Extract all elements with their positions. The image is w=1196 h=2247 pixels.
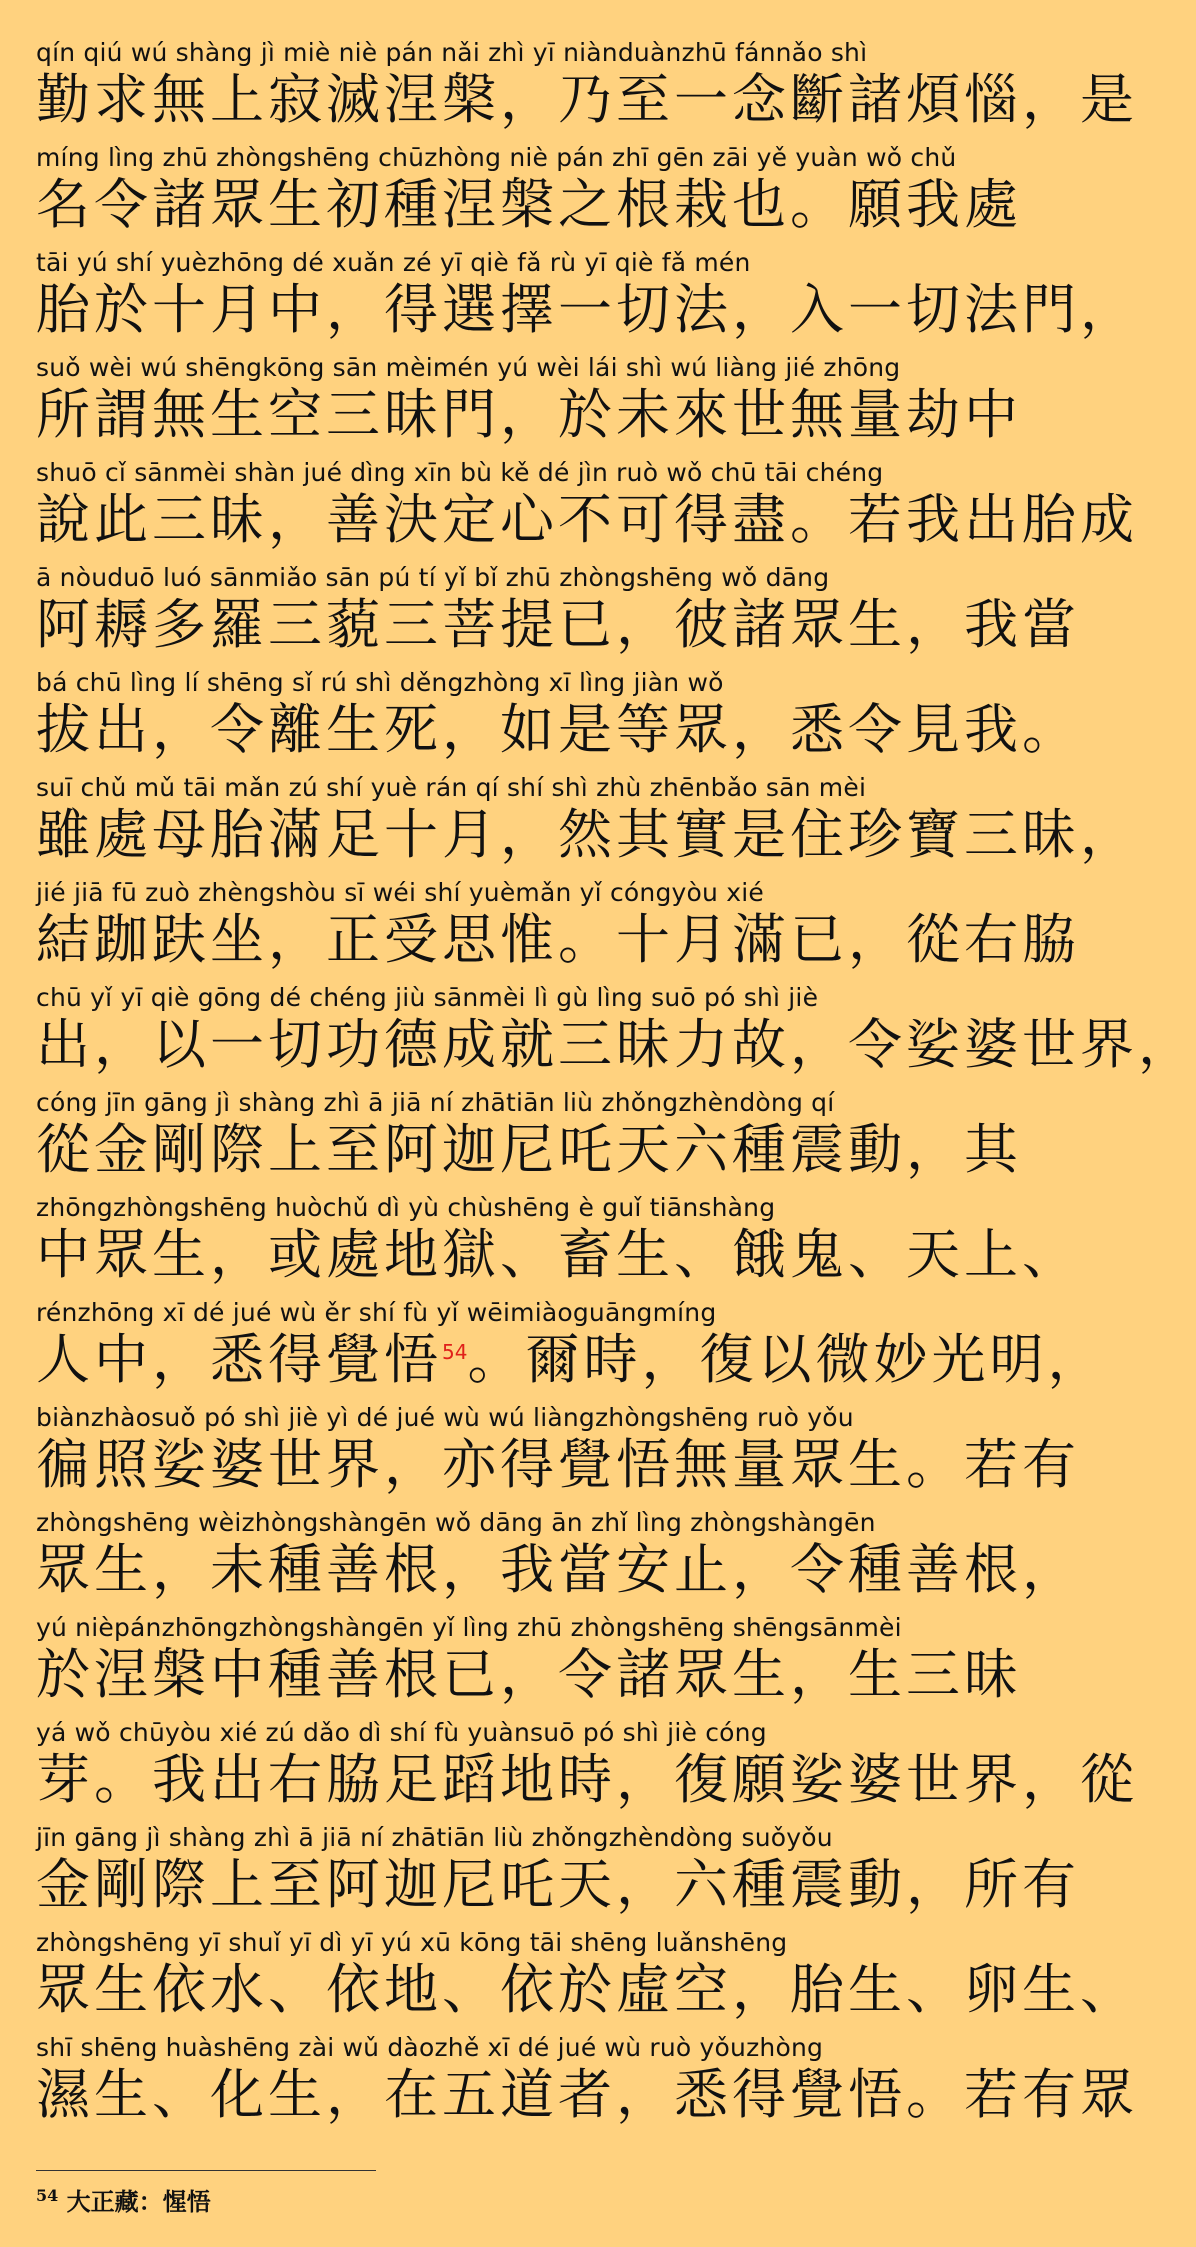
pinyin-row: suǒ wèi wú shēngkōng sān mèimén yú wèi lái shì wú liàng jié zhōng [36, 353, 901, 382]
pinyin-row: ā nòuduō luó sānmiǎo sān pú tí yǐ bǐ zhū zhòngshēng wǒ dāng [36, 563, 830, 592]
pinyin-row: chū yǐ yī qiè gōng dé chéng jiù sānmèi lì gù lìng suō pó shì jiè [36, 983, 819, 1012]
text-line [36, 668, 1080, 773]
footnote-divider [36, 2170, 376, 2171]
chinese-row: 濕生、化生，在五道者，悉得覺悟。若有眾 [36, 2063, 1138, 2126]
text-line [36, 1298, 1106, 1403]
chinese-row: 徧照娑婆世界，亦得覺悟無量眾生。若有 [36, 1433, 1080, 1496]
pinyin-row: rénzhōng xī dé jué wù ěr shí fù yǐ wēimiàoguāngmíng [36, 1298, 717, 1327]
text-line [36, 878, 1080, 983]
chinese-row: 芽。我出右脇足蹈地時，復願娑婆世界，從 [36, 1748, 1138, 1811]
text-line [36, 1193, 1080, 1298]
pinyin-row: shuō cǐ sānmèi shàn jué dìng xīn bù kě dé jìn ruò wǒ chū tāi chéng [36, 458, 884, 487]
chinese-row: 拔出，令離生死，如是等眾，悉令見我。 [36, 698, 1080, 761]
footnote-number: 54 [36, 2186, 59, 2205]
pinyin-row: zhòngshēng wèizhòngshàngēn wǒ dāng ān zhǐ lìng zhòngshàngēn [36, 1508, 876, 1537]
text-line [36, 353, 1056, 458]
pinyin-row: jié jiā fū zuò zhèngshòu sī wéi shí yuèmǎn yǐ cóngyòu xié [36, 878, 764, 907]
pinyin-row: zhòngshēng yī shuǐ yī dì yī yú xū kōng tāi shēng luǎnshēng [36, 1928, 788, 1957]
chinese-row: 從金剛際上至阿迦尼吒天六種震動，其 [36, 1118, 1022, 1181]
pinyin-row: shī shēng huàshēng zài wǔ dàozhě xī dé jué wù ruò yǒuzhòng [36, 2033, 824, 2062]
chinese-segment: 人中，悉得覺悟 [36, 1328, 442, 1391]
pinyin-row: zhōngzhòngshēng huòchǔ dì yù chùshēng è guǐ tiānshàng [36, 1193, 776, 1222]
text-line [36, 143, 1056, 248]
pinyin-row: míng lìng zhū zhòngshēng chūzhòng niè pán zhī gēn zāi yě yuàn wǒ chǔ [36, 143, 957, 172]
footnote [36, 2182, 211, 2217]
chinese-row: 出，以一切功德成就三昧力故，令娑婆世界， [36, 1013, 1196, 1076]
chinese-row: 結跏趺坐，正受思惟。十月滿已，從右脇 [36, 908, 1080, 971]
pinyin-row: suī chǔ mǔ tāi mǎn zú shí yuè rán qí shí shì zhù zhēnbǎo sān mèi [36, 773, 867, 802]
text-line [36, 1088, 1056, 1193]
chinese-row: 勤求無上寂滅涅槃，乃至一念斷諸煩惱，是 [36, 68, 1138, 131]
chinese-row: 中眾生，或處地獄、畜生、餓鬼、天上、 [36, 1223, 1080, 1286]
pinyin-row: yú nièpánzhōngzhòngshàngēn yǐ lìng zhū zhòngshēng shēngsānmèi [36, 1613, 902, 1642]
footnote-text: 大正藏：惺悟 [66, 2187, 211, 2216]
chinese-row: 眾生依水、依地、依於虛空，胎生、卵生、 [36, 1958, 1138, 2021]
pinyin-row: qín qiú wú shàng jì miè niè pán nǎi zhì yī niànduànzhū fánnǎo shì [36, 38, 868, 67]
text-line [36, 563, 1080, 668]
text-line [36, 1823, 1080, 1928]
chinese-row: 名令諸眾生初種涅槃之根栽也。願我處 [36, 173, 1022, 236]
pinyin-row: bá chū lìng lí shēng sǐ rú shì děngzhòng xī lìng jiàn wǒ [36, 668, 724, 697]
chinese-row: 說此三昧，善決定心不可得盡。若我出胎成 [36, 488, 1138, 551]
pinyin-row: cóng jīn gāng jì shàng zhì ā jiā ní zhātiān liù zhǒngzhèndòng qí [36, 1088, 835, 1117]
scripture-page [36, 38, 1196, 2138]
chinese-row: 阿耨多羅三藐三菩提已，彼諸眾生，我當 [36, 593, 1080, 656]
text-line [36, 1928, 1138, 2033]
pinyin-row: biànzhàosuǒ pó shì jiè yì dé jué wù wú liàngzhòngshēng ruò yǒu [36, 1403, 854, 1432]
text-line [36, 2033, 1138, 2138]
text-line [36, 248, 1138, 353]
chinese-row [36, 1328, 1106, 1394]
pinyin-row: jīn gāng jì shàng zhì ā jiā ní zhātiān liù zhǒngzhèndòng suǒyǒu [36, 1823, 833, 1852]
footnote-reference[interactable]: 54 [442, 1340, 468, 1364]
text-line [36, 458, 1138, 563]
chinese-row: 於涅槃中種善根已，令諸眾生，生三昧 [36, 1643, 1022, 1706]
text-line [36, 1613, 1056, 1718]
pinyin-row: tāi yú shí yuèzhōng dé xuǎn zé yī qiè fǎ rù yī qiè fǎ mén [36, 248, 751, 277]
text-line [36, 773, 1138, 878]
text-line [36, 38, 1138, 143]
chinese-segment: 。爾時，復以微妙光明， [467, 1328, 1106, 1391]
pinyin-row: yá wǒ chūyòu xié zú dǎo dì shí fù yuànsuō pó shì jiè cóng [36, 1718, 767, 1747]
text-line [36, 1403, 1080, 1508]
text-line [36, 983, 1196, 1088]
text-line [36, 1508, 1080, 1613]
chinese-row: 金剛際上至阿迦尼吒天，六種震動，所有 [36, 1853, 1080, 1916]
chinese-row: 雖處母胎滿足十月，然其實是住珍寶三昧， [36, 803, 1138, 866]
chinese-row: 胎於十月中，得選擇一切法，入一切法門， [36, 278, 1138, 341]
chinese-row: 所謂無生空三昧門，於未來世無量劫中 [36, 383, 1022, 446]
chinese-row: 眾生，未種善根，我當安止，令種善根， [36, 1538, 1080, 1601]
text-line [36, 1718, 1138, 1823]
